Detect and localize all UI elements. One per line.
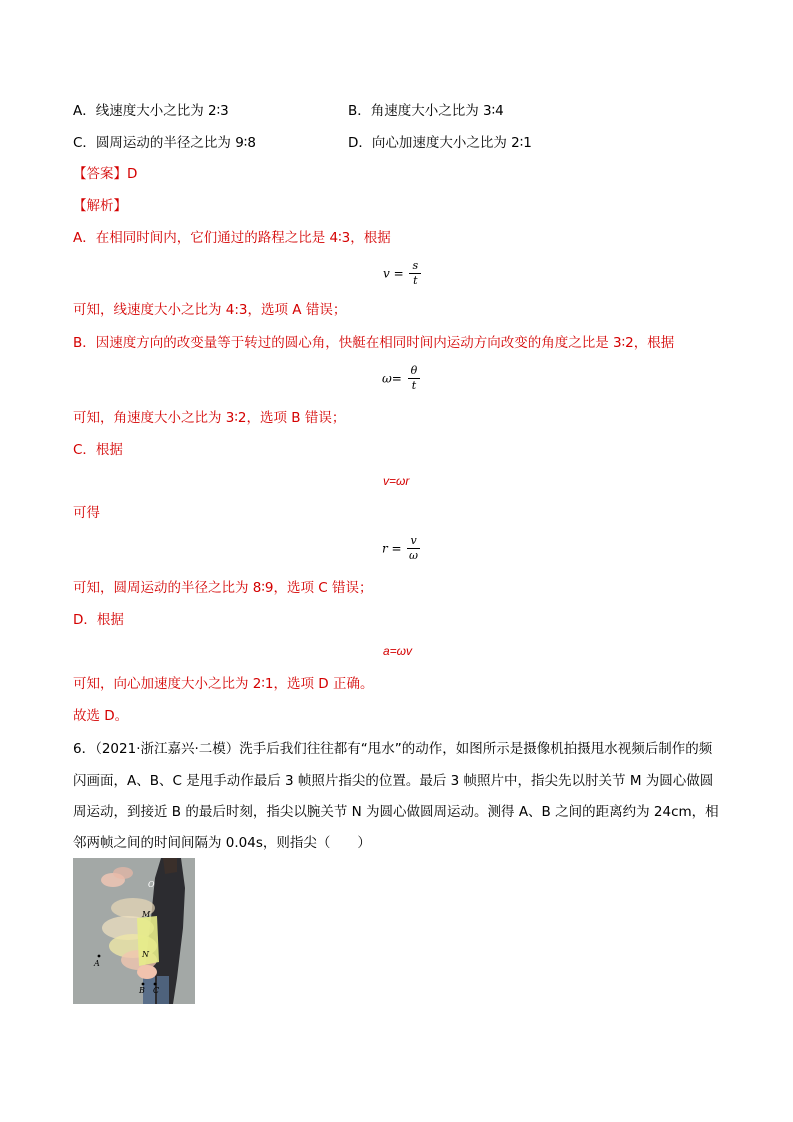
fraction-denominator: ω <box>409 549 419 562</box>
question6-line1: 6．（2021·浙江嘉兴·二模）洗手后我们往往都有“甩水”的动作，如图所示是摄像机拍摄甩水视频后制作的频 <box>73 741 713 757</box>
formula-r-v-over-omega <box>382 535 420 562</box>
option-d: D．向心加速度大小之比为 2∶1 <box>348 135 532 151</box>
fraction-denominator: t <box>411 379 417 392</box>
conclusion: 故选 D。 <box>73 708 129 724</box>
label-o: O <box>148 880 155 889</box>
hand-shake-photo <box>73 858 195 1004</box>
analysis-c-line2: 可知，圆周运动的半径之比为 8∶9，选项 C 错误； <box>73 580 373 596</box>
fraction <box>409 260 421 287</box>
formula-v-s-over-t <box>383 260 421 287</box>
label-a: A <box>94 959 100 968</box>
photo-illustration <box>73 858 195 1004</box>
label-b: B <box>139 986 145 995</box>
analysis-d-line1: D．根据 <box>73 612 124 628</box>
option-a: A．线速度大小之比为 2∶3 <box>73 103 229 119</box>
fraction-numerator: s <box>409 260 421 274</box>
analysis-a-line1: A．在相同时间内，它们通过的路程之比是 4∶3，根据 <box>73 230 391 246</box>
analysis-b-line2: 可知，角速度大小之比为 3∶2，选项 B 错误； <box>73 410 346 426</box>
fraction <box>408 365 421 392</box>
formula-v-omega-r: v=ωr <box>383 474 410 488</box>
fraction-denominator: t <box>413 274 418 287</box>
formula-a-omega-v: a=ωv <box>383 644 413 658</box>
question6-line3: 周运动，到接近 B 的最后时刻，指尖以腕关节 N 为圆心做圆周运动。测得 A、B 之间的距离约为 24cm，相 <box>73 804 719 820</box>
label-m: M <box>142 910 151 919</box>
fraction-numerator: v <box>407 535 419 549</box>
analysis-c-mid: 可得 <box>73 505 100 521</box>
question6-line2: 闪画面，A、B、C 是甩手动作最后 3 帧照片指尖的位置。最后 3 帧照片中，指尖先以肘关节 M 为圆心做圆 <box>73 773 714 789</box>
analysis-a-line2: 可知，线速度大小之比为 4:3，选项 A 错误； <box>73 302 347 318</box>
question6-line4: 邻两帧之间的时间间隔为 0.04s，则指尖（ ） <box>73 835 371 851</box>
formula-lhs: v = <box>383 266 404 281</box>
formula-omega-theta-over-t <box>382 365 420 392</box>
label-n: N <box>142 950 149 959</box>
option-c: C．圆周运动的半径之比为 9∶8 <box>73 135 256 151</box>
analysis-d-line2: 可知，向心加速度大小之比为 2∶1，选项 D 正确。 <box>73 676 374 692</box>
analysis-c-line1: C．根据 <box>73 442 123 458</box>
formula-lhs: ω= <box>382 371 402 386</box>
option-b: B．角速度大小之比为 3∶4 <box>348 103 504 119</box>
analysis-heading: 【解析】 <box>73 198 127 214</box>
fraction <box>407 535 419 562</box>
label-c: C <box>153 986 160 995</box>
fraction-numerator: θ <box>408 365 421 379</box>
formula-lhs: r = <box>382 541 402 556</box>
answer-label: 【答案】D <box>73 166 138 182</box>
analysis-b-line1: B．因速度方向的改变量等于转过的圆心角，快艇在相同时间内运动方向改变的角度之比是 3∶2，根据 <box>73 335 675 351</box>
